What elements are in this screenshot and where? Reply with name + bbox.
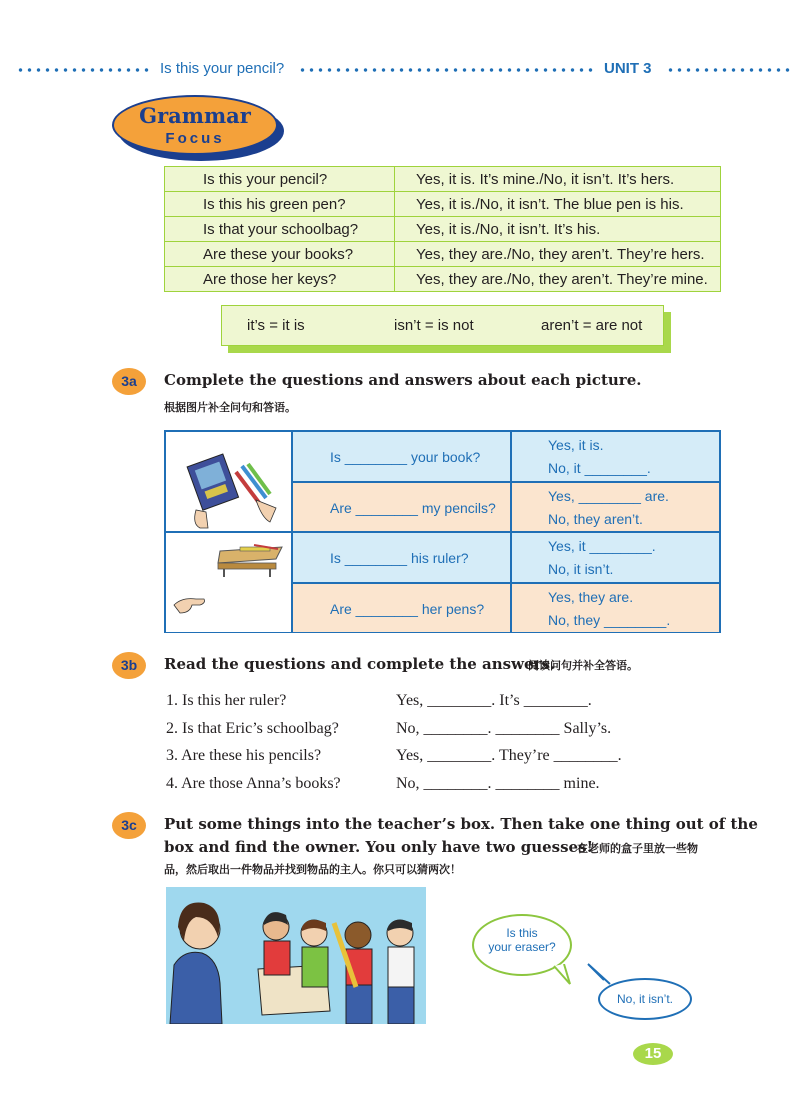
- bubble-line: your eraser?: [488, 940, 556, 954]
- grammar-row: [165, 267, 721, 292]
- speech-bubble-answer: No, it isn’t.: [598, 978, 692, 1020]
- question-text: Are ________ her pens?: [330, 601, 485, 617]
- desk-ruler-illustration: [166, 533, 291, 632]
- answer-line: No, it isn’t.: [548, 561, 614, 577]
- section-3c-chinese-2: 品，然后取出一件物品并找到物品的主人。你只可以猜两次！: [164, 863, 461, 876]
- grammar-focus-badge: [112, 95, 284, 161]
- grammar-question: Are those her keys?: [165, 267, 395, 292]
- classroom-illustration: [166, 887, 426, 1024]
- exercise-3b-answer: Yes, ________. They’re ________.: [396, 747, 622, 764]
- answer-line: No, they aren’t.: [548, 511, 643, 527]
- question-text: Is ________ his ruler?: [330, 550, 469, 566]
- section-3a-chinese: 根据图片补全问句和答语。: [164, 401, 296, 414]
- grammar-question: Is this his green pen?: [165, 192, 395, 217]
- question-cell: [292, 431, 511, 482]
- speech-bubble-question-tail: [552, 964, 576, 986]
- picture-cell-desk: [165, 532, 292, 633]
- header-dots-left: [16, 67, 152, 73]
- answer-cell: [511, 431, 720, 482]
- answer-line: Yes, ________ are.: [548, 488, 669, 504]
- exercise-3b-question: 3. Are these his pencils?: [166, 747, 322, 764]
- contraction-isnt: isn’t = is not: [394, 317, 474, 334]
- grammar-question: Are these your books?: [165, 242, 395, 267]
- exercise-3a-table: [164, 430, 721, 633]
- answer-line: Yes, they are.: [548, 589, 634, 605]
- header-dots-middle: [298, 67, 594, 73]
- exercise-3b-answer: No, ________. ________ Sally’s.: [396, 720, 612, 737]
- section-3c-line1: Put some things into the teacher’s box. Then take one thing out of the: [164, 815, 758, 833]
- section-3c-chinese-1: 在老师的盒子里放一些物: [577, 842, 698, 855]
- grammar-answer: Yes, it is. It’s mine./No, it isn’t. It’s hers.: [395, 167, 721, 192]
- exercise-3b-question: 1. Is this her ruler?: [166, 692, 287, 709]
- teacher-students-drawing: [166, 887, 426, 1024]
- grammar-row: [165, 192, 721, 217]
- grammar-answer: Yes, it is./No, it isn’t. The blue pen is his.: [395, 192, 721, 217]
- answer-line: Yes, it ________.: [548, 538, 656, 554]
- grammar-table: [164, 166, 721, 292]
- question-text: Are ________ my pencils?: [330, 500, 496, 516]
- grammar-row: [165, 242, 721, 267]
- page-number: 15: [633, 1043, 673, 1065]
- contraction-arent: aren’t = are not: [541, 317, 643, 334]
- badge-subtitle: Focus: [165, 130, 225, 147]
- page-header: [0, 60, 800, 84]
- section-3c-line2: box and find the owner. You only have two guesses!: [164, 838, 594, 856]
- exercise-3b-answer: No, ________. ________ mine.: [396, 775, 600, 792]
- contractions-box: [221, 305, 664, 346]
- grammar-answer: Yes, they are./No, they aren’t. They’re hers.: [395, 242, 721, 267]
- book-pencils-illustration: [166, 432, 291, 531]
- question-cell: [292, 583, 511, 633]
- answer-cell: [511, 583, 720, 633]
- grammar-answer: Yes, they are./No, they aren’t. They’re mine.: [395, 267, 721, 292]
- header-dots-right: [666, 67, 790, 73]
- grammar-row: [165, 167, 721, 192]
- section-3a-label: 3a: [112, 368, 146, 395]
- question-text: Is ________ your book?: [330, 449, 481, 465]
- answer-cell: [511, 532, 720, 583]
- exercise-3b-answer: Yes, ________. It’s ________.: [396, 692, 592, 709]
- bubble-line: Is this: [506, 926, 538, 940]
- section-3b-chinese: 阅读问句并补全答语。: [528, 659, 638, 672]
- grammar-question: Is that your schoolbag?: [165, 217, 395, 242]
- grammar-row: [165, 217, 721, 242]
- exercise-3b-question: 4. Are those Anna’s books?: [166, 775, 341, 792]
- contraction-its: it’s = it is: [247, 317, 305, 334]
- header-title: Is this your pencil?: [160, 60, 285, 77]
- answer-line: Yes, it is.: [548, 437, 604, 453]
- answer-cell: [511, 482, 720, 532]
- grammar-question: Is this your pencil?: [165, 167, 395, 192]
- speech-bubble-answer-tail: [586, 962, 612, 986]
- answer-line: No, it ________.: [548, 460, 651, 476]
- grammar-answer: Yes, it is./No, it isn’t. It’s his.: [395, 217, 721, 242]
- section-3c-label: 3c: [112, 812, 146, 839]
- picture-cell-book-pencils: [165, 431, 292, 532]
- question-cell: [292, 532, 511, 583]
- answer-line: No, they ________.: [548, 612, 671, 628]
- question-cell: [292, 482, 511, 532]
- section-3a-title: Complete the questions and answers about each picture.: [164, 371, 642, 389]
- exercise-3b-question: 2. Is that Eric’s schoolbag?: [166, 720, 339, 737]
- section-3b-title: Read the questions and complete the answers.: [164, 655, 556, 673]
- badge-title: Grammar: [139, 103, 251, 128]
- header-unit: UNIT 3: [604, 60, 652, 77]
- section-3b-label: 3b: [112, 652, 146, 679]
